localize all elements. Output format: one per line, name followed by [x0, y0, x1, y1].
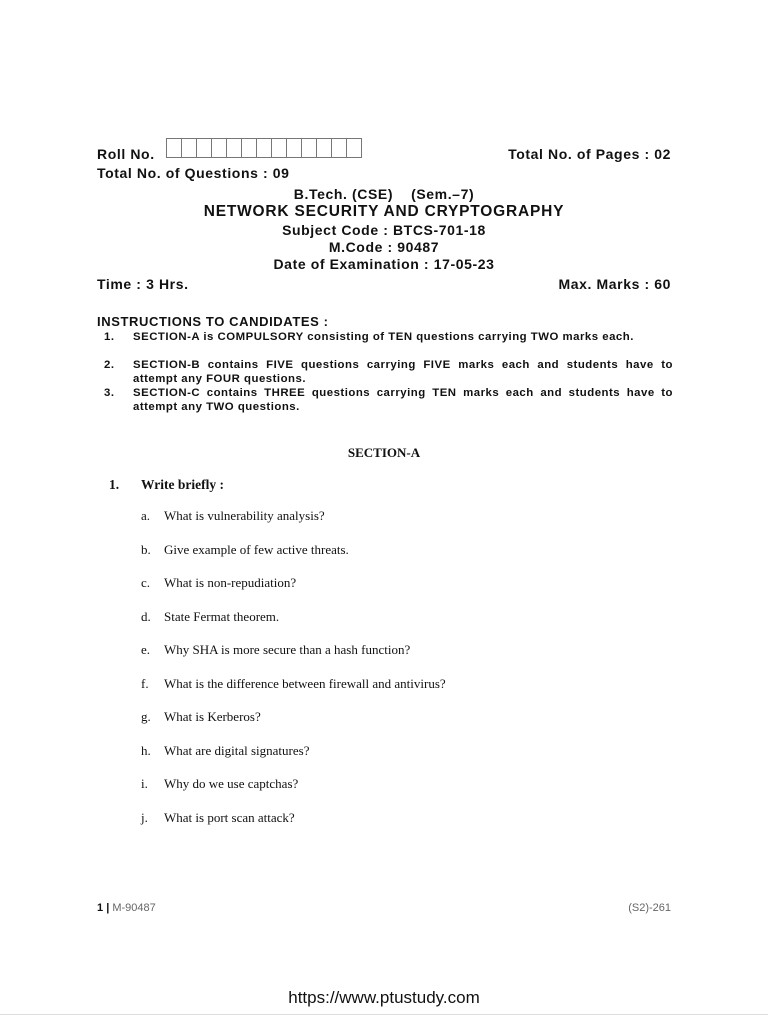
roll-box: [256, 138, 272, 158]
paper-title: NETWORK SECURITY AND CRYPTOGRAPHY: [203, 203, 565, 220]
sub-question-letter: d.: [141, 609, 151, 624]
roll-box: [181, 138, 197, 158]
website-url[interactable]: https://www.ptustudy.com: [288, 988, 480, 1007]
roll-box: [226, 138, 242, 158]
instruction-text: SECTION-C contains THREE questions carrying TEN marks each and students have to attempt any TWO questions.: [133, 387, 673, 413]
roll-box: [166, 138, 182, 158]
exam-date: Date of Examination : 17-05-23: [273, 256, 495, 272]
sub-question-text: State Fermat theorem.: [164, 609, 280, 624]
sub-question-letter: c.: [141, 575, 151, 590]
bottom-divider: [0, 1014, 768, 1015]
sub-question-letter: i.: [141, 776, 148, 791]
sub-question-letter: j.: [141, 810, 148, 825]
roll-box: [331, 138, 347, 158]
instruction-text: SECTION-A is COMPULSORY consisting of TEN questions carrying TWO marks each.: [133, 331, 634, 343]
sub-question-letter: h.: [141, 743, 151, 758]
roll-box: [301, 138, 317, 158]
sub-question-text: What is the difference between firewall and antivirus?: [164, 676, 446, 691]
instruction-number: 1.: [104, 331, 115, 343]
roll-no-boxes: [166, 138, 361, 158]
instruction-number: 3.: [104, 387, 115, 399]
roll-no-label: Roll No.: [97, 146, 155, 162]
sub-question-text: What is vulnerability analysis?: [164, 508, 325, 523]
footer-m-code: M-90487: [112, 902, 156, 914]
total-pages: Total No. of Pages : 02: [508, 146, 671, 162]
sub-question-text: Why SHA is more secure than a hash function?: [164, 642, 411, 657]
page-footer-left: [97, 902, 156, 914]
roll-box: [286, 138, 302, 158]
footer-separator: |: [106, 902, 110, 914]
roll-box: [271, 138, 287, 158]
sub-question-text: Why do we use captchas?: [164, 776, 299, 791]
semester: (Sem.–7): [411, 186, 475, 202]
total-questions: Total No. of Questions : 09: [97, 165, 290, 181]
sub-question-letter: a.: [141, 508, 151, 523]
time-allowed: Time : 3 Hrs.: [97, 276, 189, 292]
sub-question-letter: f.: [141, 676, 149, 691]
instructions-heading: INSTRUCTIONS TO CANDIDATES :: [97, 314, 329, 329]
question-title: Write briefly :: [141, 477, 224, 492]
question-number: 1.: [109, 477, 120, 492]
max-marks: Max. Marks : 60: [558, 276, 671, 292]
section-title: SECTION-A: [347, 445, 421, 460]
sub-question-letter: g.: [141, 709, 151, 724]
instruction-number: 2.: [104, 359, 115, 371]
roll-box: [316, 138, 332, 158]
roll-box: [196, 138, 212, 158]
m-code: M.Code : 90487: [328, 239, 440, 255]
subject-code: Subject Code : BTCS-701-18: [282, 222, 486, 238]
roll-box: [346, 138, 362, 158]
sub-question-text: Give example of few active threats.: [164, 542, 349, 557]
sub-question-letter: b.: [141, 542, 151, 557]
footer-paper-code: (S2)-261: [628, 902, 671, 914]
course-line: [0, 186, 768, 202]
roll-box: [211, 138, 227, 158]
sub-question-text: What are digital signatures?: [164, 743, 310, 758]
instruction-text: SECTION-B contains FIVE questions carrying FIVE marks each and students have to attempt any FOUR questions.: [133, 359, 673, 385]
course: B.Tech. (CSE): [293, 186, 394, 202]
page-number: 1: [97, 902, 104, 914]
sub-question-text: What is Kerberos?: [164, 709, 261, 724]
roll-box: [241, 138, 257, 158]
sub-question-letter: e.: [141, 642, 151, 657]
sub-question-text: What is port scan attack?: [164, 810, 295, 825]
sub-question-text: What is non-repudiation?: [164, 575, 297, 590]
